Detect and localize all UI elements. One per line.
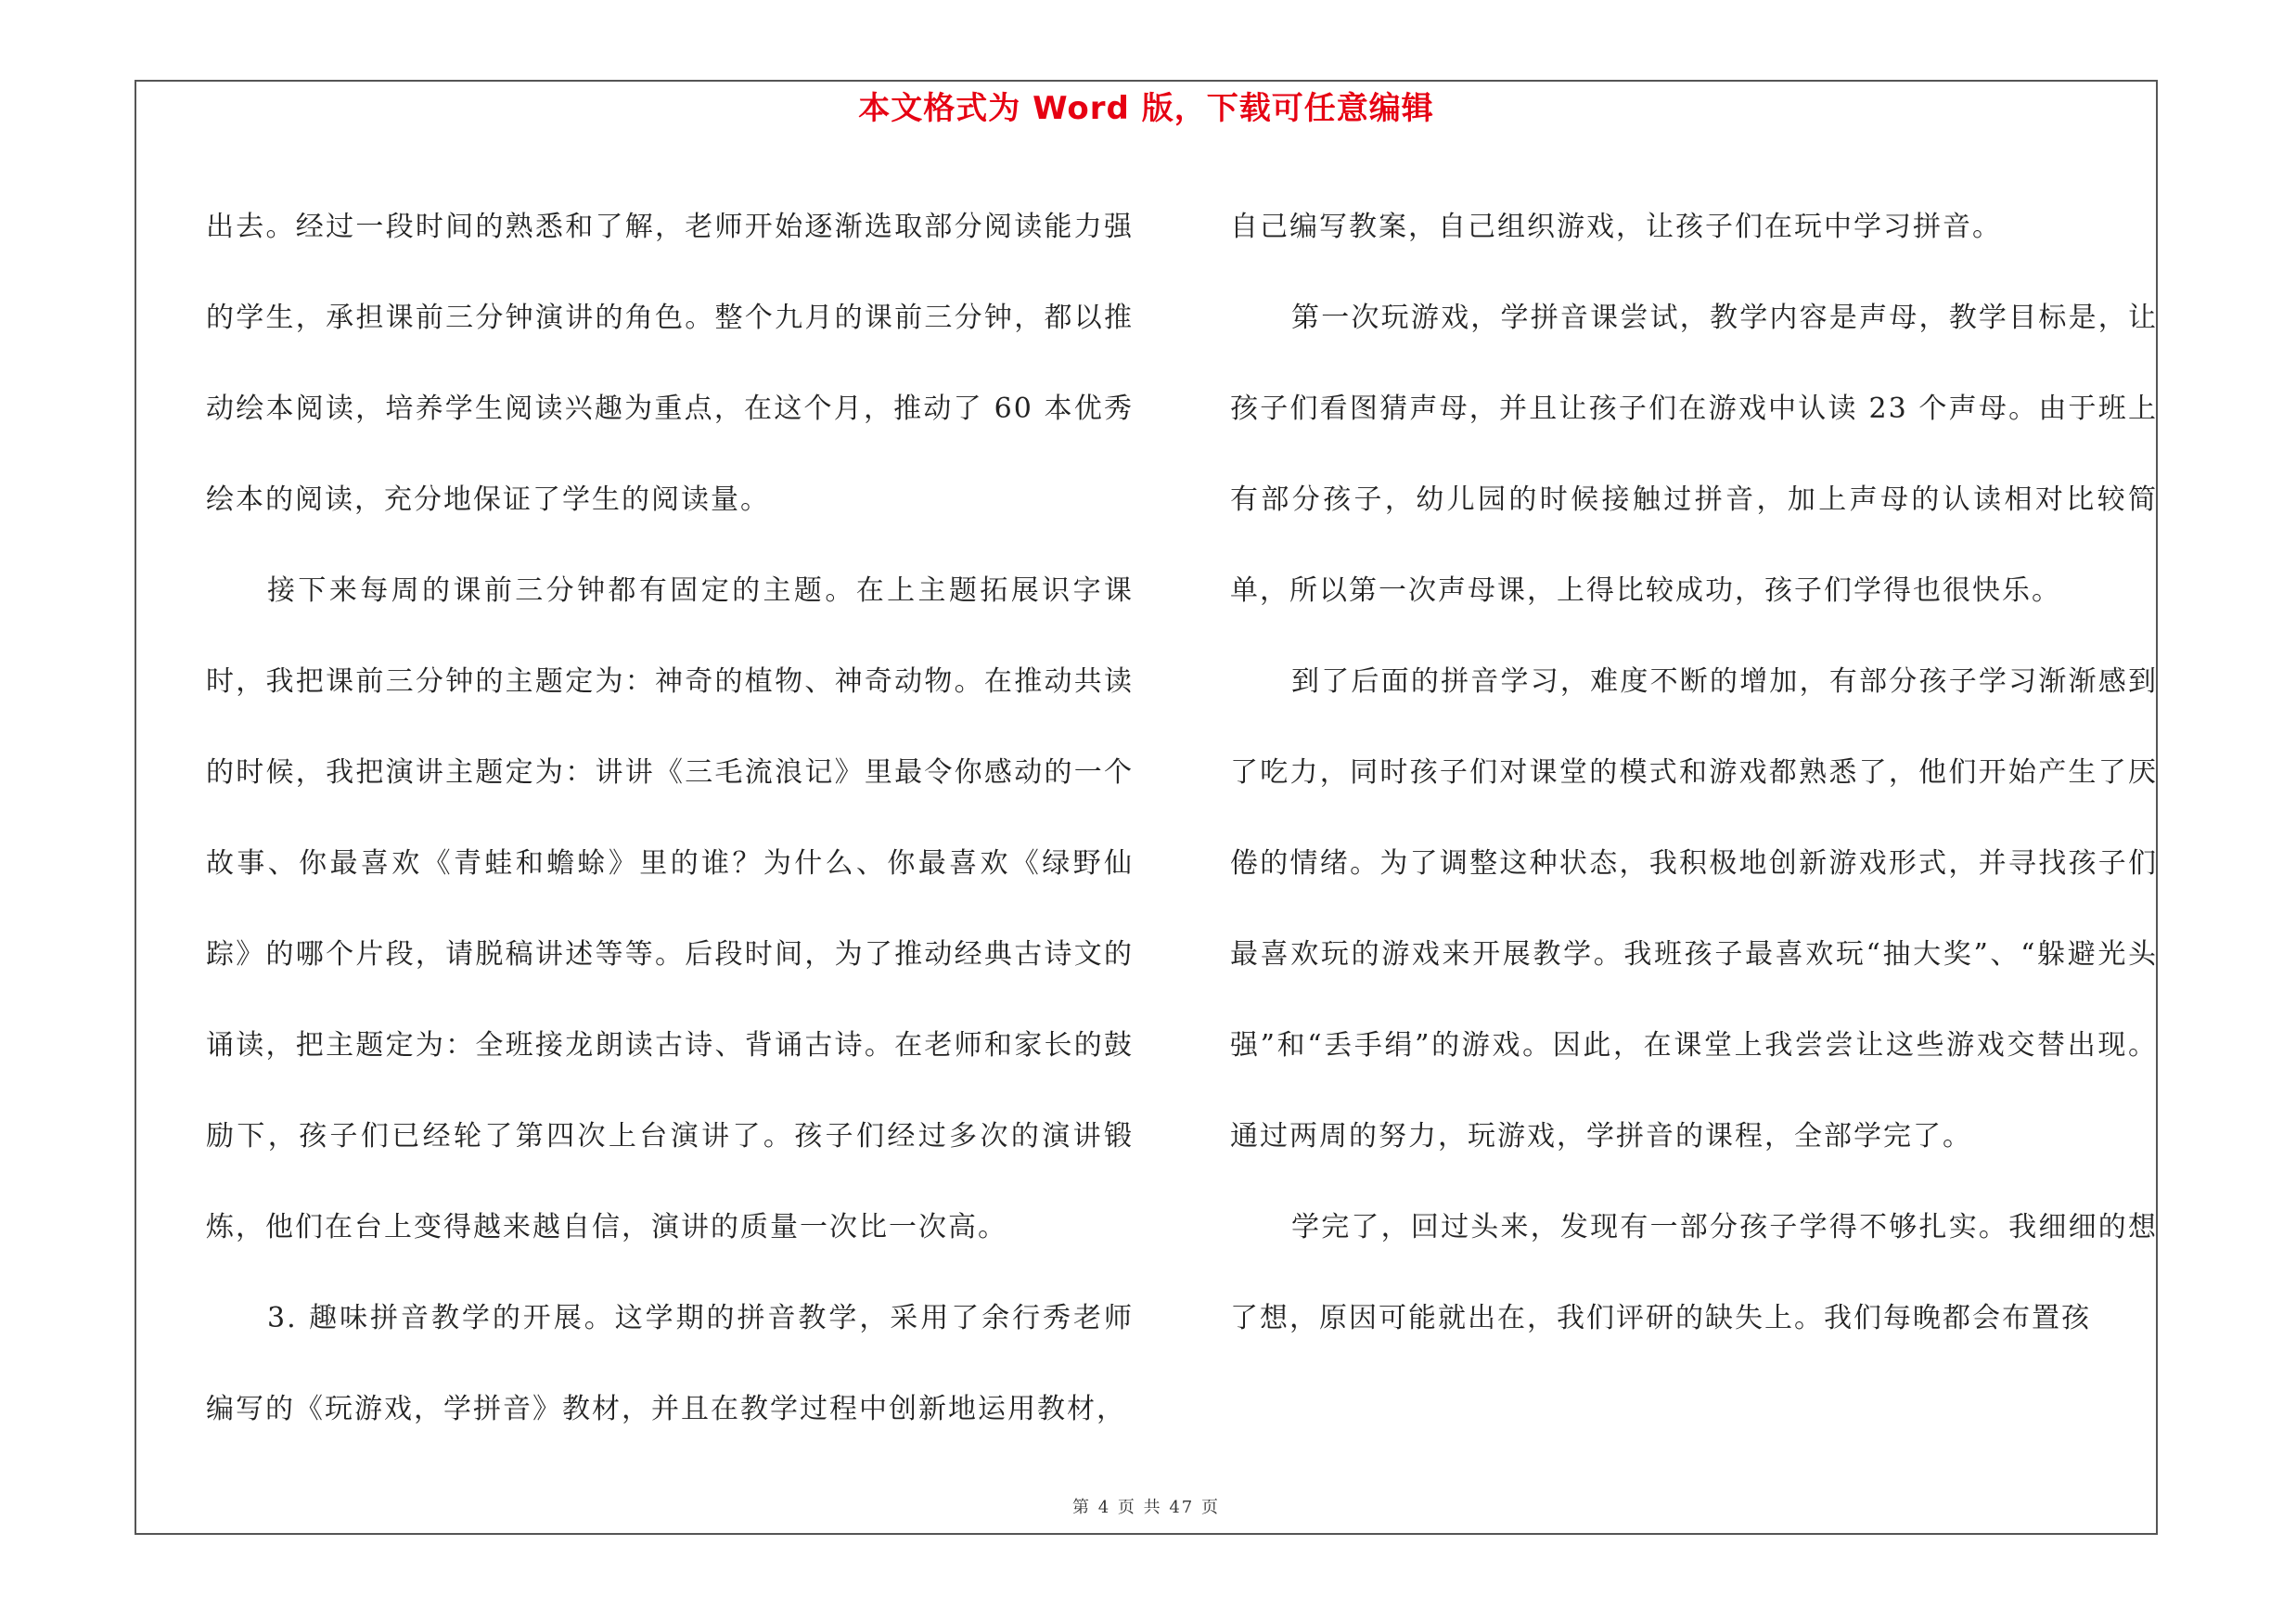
paragraph: 到了后面的拼音学习，难度不断的增加，有部分孩子学习渐渐感到了吃力，同时孩子们对课堂的模式和游戏都熟悉了，他们开始产生了厌倦的情绪。为了调整这种状态，我积极地创新游戏形式，并寻找孩子们最喜欢玩的游戏来开展教学。我班孩子最喜欢玩“抽大奖”、“躲避光头强”和“丢手绢”的游戏。因此，在课堂上我尝尝让这些游戏交替出现。通过两周的努力，玩游戏，学拼音的课程，全部学完了。 bbox=[1230, 665, 2158, 1153]
left-text-column bbox=[206, 182, 1134, 1455]
paragraph: 自己编写教案，自己组织游戏，让孩子们在玩中学习拼音。 bbox=[1230, 211, 2002, 243]
page-number-footer: 第 4 页 共 47 页 bbox=[1072, 1498, 1220, 1517]
word-format-banner: 本文格式为 Word 版，下载可任意编辑 bbox=[858, 90, 1434, 127]
paragraph: 接下来每周的课前三分钟都有固定的主题。在上主题拓展识字课时，我把课前三分钟的主题定为：神奇的植物、神奇动物。在推动共读的时候，我把演讲主题定为：讲讲《三毛流浪记》里最令你感动的一个故事、你最喜欢《青蛙和蟾蜍》里的谁？为什么、你最喜欢《绿野仙踪》的哪个片段，请脱稿讲述等等。后段时间，为了推动经典古诗文的诵读，把主题定为：全班接龙朗读古诗、背诵古诗。在老师和家长的鼓励下，孩子们已经轮了第四次上台演讲了。孩子们经过多次的演讲锻炼，他们在台上变得越来越自信，演讲的质量一次比一次高。 bbox=[206, 574, 1134, 1243]
paragraph: 学完了，回过头来，发现有一部分孩子学得不够扎实。我细细的想了想，原因可能就出在，我们评研的缺失上。我们每晚都会布置孩 bbox=[1230, 1211, 2158, 1334]
right-text-column bbox=[1230, 182, 2158, 1364]
paragraph: 3. 趣味拼音教学的开展。这学期的拼音教学，采用了余行秀老师编写的《玩游戏，学拼音》教材，并且在教学过程中创新地运用教材， bbox=[206, 1302, 1134, 1425]
paragraph: 出去。经过一段时间的熟悉和了解，老师开始逐渐选取部分阅读能力强的学生，承担课前三分钟演讲的角色。整个九月的课前三分钟，都以推动绘本阅读，培养学生阅读兴趣为重点，在这个月，推动了 60 本优秀绘本的阅读，充分地保证了学生的阅读量。 bbox=[206, 211, 1134, 516]
paragraph: 第一次玩游戏，学拼音课尝试，教学内容是声母，教学目标是，让孩子们看图猜声母，并且让孩子们在游戏中认读 23 个声母。由于班上有部分孩子，幼儿园的时候接触过拼音，加上声母的认读相对比较简单，所以第一次声母课，上得比较成功，孩子们学得也很快乐。 bbox=[1230, 302, 2158, 607]
